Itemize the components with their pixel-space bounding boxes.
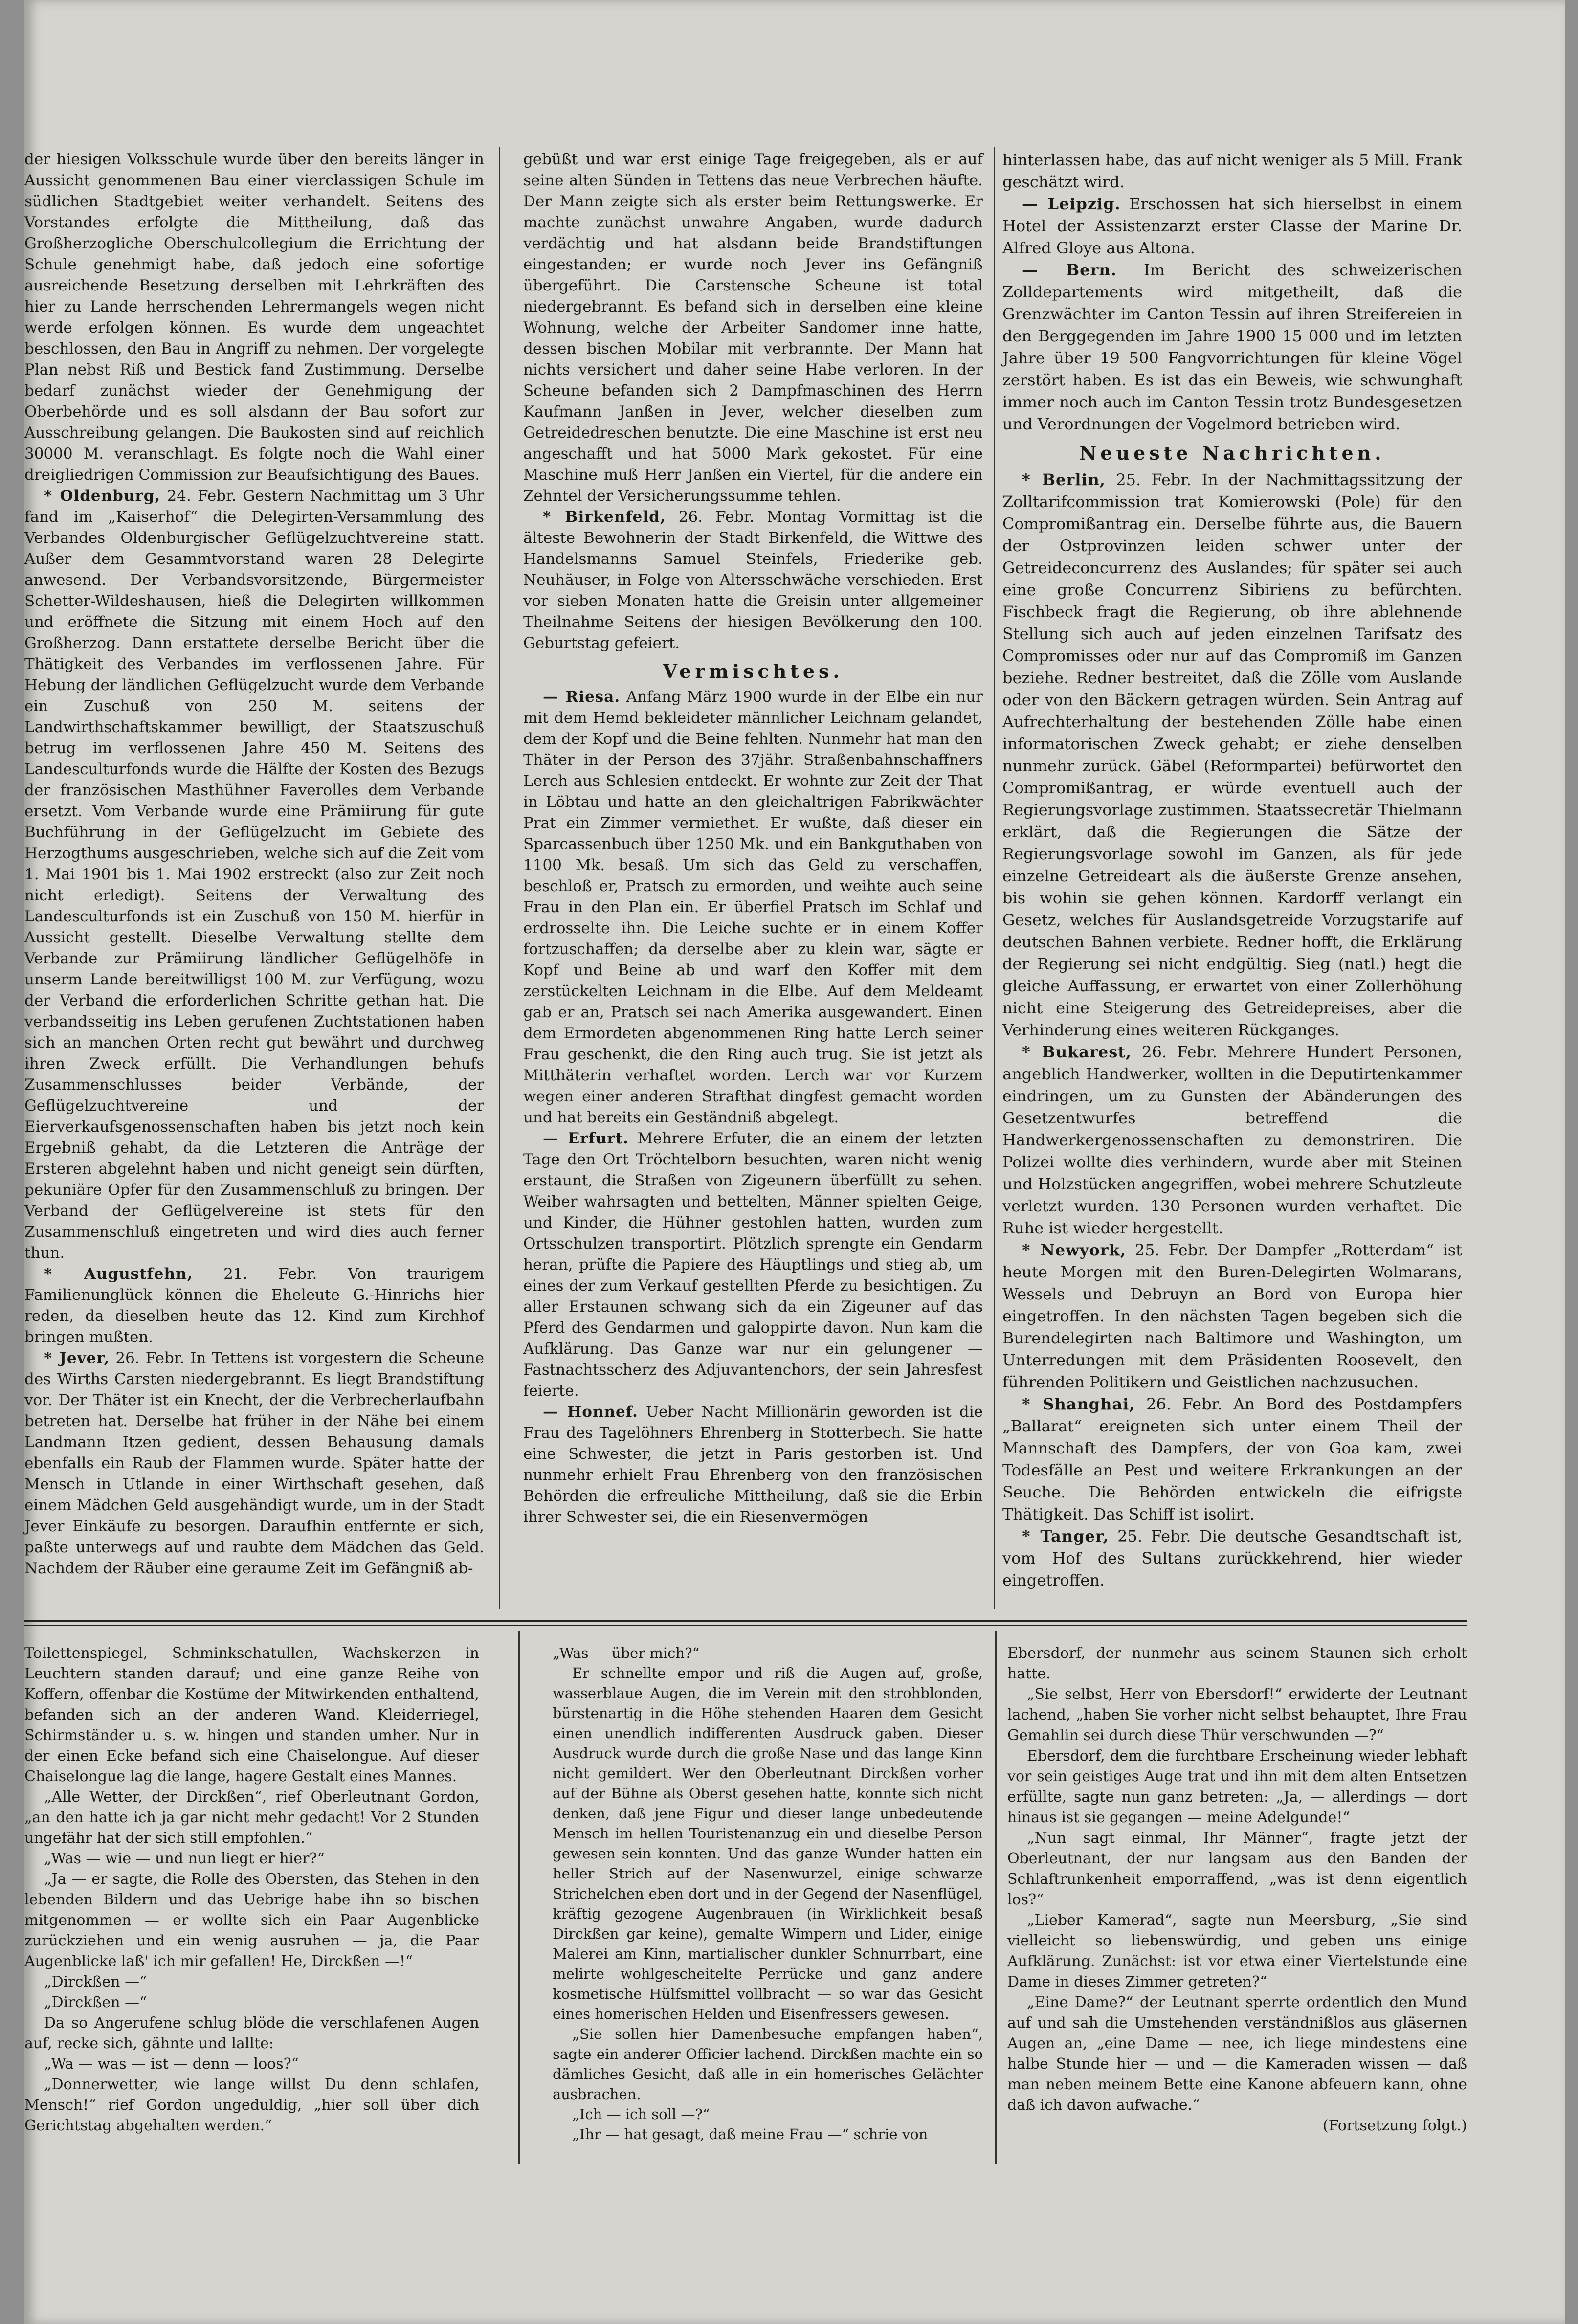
paragraph-text: „Ihr — hat gesagt, daß meine Frau —“ schrie von <box>572 2126 928 2143</box>
column-rule <box>995 1631 997 2164</box>
dateline: — Bern. <box>1022 261 1117 279</box>
article-paragraph <box>1007 1684 1467 1746</box>
dateline: * Bukarest, <box>1022 1043 1132 1061</box>
paragraph-text: „Eine Dame?“ der Leutnant sperrte ordentlich den Mund auf und sah die Umstehenden verständnißlos aus gläsernen Augen an, „eine Dame — nee, ich liege mindestens eine halbe Stunde hier — und — die Kameraden wissen — daß man neben meinem Bette eine Kanone abfeuern kann, ohne daß ich davon aufwache.“ <box>1007 1994 1467 2114</box>
article-paragraph <box>1002 1041 1462 1239</box>
paragraph-text: „Ja — er sagte, die Rolle des Obersten, das Stehen in den lebenden Bildern und das Uebrige habe ihn so bischen mitgenommen — er wollte sich ein Paar Augenblicke zurückziehen und ein wenig ausruhen — ja, die Paar Augenblicke laß' ich mir gefallen! He, Dirckßen —!“ <box>24 1871 479 1970</box>
article-paragraph <box>1007 1910 1467 1992</box>
dateline: — Erfurt. <box>543 1130 629 1147</box>
article-paragraph <box>24 1643 479 1787</box>
paragraph-text: Toilettenspiegel, Schminkschatullen, Wachskerzen in Leuchtern standen darauf; und eine ganze Reihe von Koffern, offenbar die Kostüme der Mitwirkenden enthaltend, befanden sich an der anderen Wand. Kleiderriegel, Schirmständer u. s. w. hingen und standen umher. Nur in der einen Ecke befand sich eine Chaiselongue. Auf dieser Chaiselongue lag die lange, hagere Gestalt eines Mannes. <box>24 1645 479 1785</box>
article-paragraph <box>523 507 983 654</box>
dateline: * Jever, <box>44 1349 110 1367</box>
article-paragraph <box>24 2013 479 2054</box>
feuilleton-column-1 <box>24 1643 479 2136</box>
paragraph-text: Im Bericht des schweizerischen Zolldepartements wird mitgetheilt, daß die Grenzwächter im Canton Tessin auf ihren Streifereien in den Berggegenden im Jahre 1900 15 000 und im letzten Jahre über 19 500 Fangvorrichtungen für kleine Vögel zerstört haben. Es ist das ein Beweis, wie schwunghaft immer noch auch im Canton Tessin trotz Bundesgesetzen und Verordnungen der Vogelmord betrieben wird. <box>1002 261 1463 433</box>
article-paragraph <box>1002 469 1462 1041</box>
continuation-note: (Fortsetzung folgt.) <box>1323 2117 1467 2134</box>
article-paragraph <box>24 1849 479 1869</box>
paragraph-text: Da so Angerufene schlug blöde die verschlafenen Augen auf, recke sich, gähnte und lallte: <box>24 2014 479 2052</box>
article-paragraph <box>1007 1992 1467 2116</box>
article-paragraph <box>1007 1643 1467 1684</box>
paragraph-text: 25. Febr. Die deutsche Gesandtschaft ist, vom Hof des Sultans zurückkehrend, hier wieder eingetroffen. <box>1002 1527 1463 1589</box>
paragraph-text: Anfang März 1900 wurde in der Elbe ein nur mit dem Hemd bekleideter männlicher Leichnam gelandet, dem der Kopf und die Beine fehlten. Nunmehr hat man den Thäter in der Person des 37jähr. Straßenbahnschaffners Lerch aus Schlesien entdeckt. Er wohnte zur Zeit der That in Löbtau und hatte an den gleichaltrigen Fabrikwächter Prat ein Zimmer vermiethet. Er wußte, daß dieser ein Sparcassenbuch über 1250 Mk. und ein Bankguthaben von 1100 Mk. besaß. Um sich das Geld zu verschaffen, beschloß er, Pratsch zu ermorden, und weihte auch seine Frau in den Plan ein. Er überfiel Pratsch im Schlaf und erdrosselte ihn. Die Leiche suchte er in einem Koffer fortzuschaffen; da derselbe aber zu klein war, sägte er Kopf und Beine ab und warf den Koffer mit dem zerstückelten Leichnam in die Elbe. Auf dem Meldeamt gab er an, Pratsch sei nach Amerika ausgewandert. Einen dem Ermordeten abgenommenen Ring hatte Lerch seiner Frau geschenkt, die den Ring auch trug. Sie ist jetzt als Mitthäterin verhaftet worden. Lerch war vor Kurzem wegen einer anderen Strafthat dingfest gemacht worden und hat bereits ein Geständniß abgelegt. <box>523 688 983 1126</box>
paragraph-text: hinterlassen habe, das auf nicht weniger als 5 Mill. Frank geschätzt wird. <box>1002 151 1462 191</box>
paragraph-text: „Dirckßen —“ <box>44 1994 147 2011</box>
paragraph-text: 25. Febr. In der Nachmittagssitzung der Zolltarifcommission trat Komierowski (Pole) für den Compromißantrag ein. Derselbe führte aus, die Bauern der Ostprovinzen leiden schwer unter der Getreideconcurrenz des Auslandes; für später sei auch eine große Concurrenz Sibiriens zu befürchten. Fischbeck fragt die Regierung, ob ihre ablehnende Stellung sich auch auf jeden einzelnen Tarifsatz des Compromisses oder nur auf das Compromiß im Ganzen beziehe. Redner bestreitet, daß die Zölle vom Auslande oder von den Bäckern getragen würden. Sein Antrag auf Aufrechterhaltung der bestehenden Zölle habe einen informatorischen Zweck gehabt; er ziehe denselben nunmehr zurück. Gäbel (Reformpartei) befürwortet den Compromißantrag, er würde eventuell auch der Regierungsvorlage zustimmen. Staatssecretär Thielmann erklärt, daß die Regierungen die Sätze der Regierungsvorlage sowohl im Ganzen, als für jede einzelne Getreideart als die äußerste Grenze ansehen, bis wohin sie gehen können. Kardorff verlangt ein Gesetz, welches für Auslandsgetreide Vorzugstarife auf deutschen Bahnen verbiete. Redner hofft, die Erklärung der Regierung sei nicht endgültig. Sieg (natl.) hegt die gleiche Auffassung, er erwartet von einer Zollerhöhung nicht eine Steigerung des Getreidepreises, aber die Verhinderung eines weiteren Rückganges. <box>1002 470 1463 1039</box>
article-paragraph <box>1002 193 1462 259</box>
dateline: * Shanghai, <box>1022 1395 1135 1413</box>
article-paragraph <box>1002 259 1462 435</box>
article-paragraph <box>523 149 983 507</box>
dateline: — Leipzig. <box>1022 195 1121 213</box>
paragraph-text: 26. Febr. In Tettens ist vorgestern die Scheune des Wirths Carsten niedergebrannt. Es liegt Brandstiftung vor. Der Thäter ist ein Knecht, der die Verbrecherlaufbahn betreten hat. Derselbe hat früher in der Nähe bei einem Landmann Itzen gedient, dessen Behausung damals ebenfalls ein Raub der Flammen wurde. Später hatte der Mensch in Utlande in einer Wirthschaft gesehen, daß einem Mädchen Geld ausgehändigt wurde, um in der Stadt Jever Einkäufe zu besorgen. Daraufhin entfernte er sich, paßte unterwegs auf und raubte dem Mädchen das Geld. Nachdem der Räuber eine geraume Zeit im Gefängniß ab- <box>24 1349 484 1577</box>
paragraph-text: 26. Febr. Montag Vormittag ist die älteste Bewohnerin der Stadt Birkenfeld, die Wittwe des Handelsmanns Samuel Steinfels, Friederike geb. Neuhäuser, in Folge von Altersschwäche verschieden. Erst vor sieben Monaten hatte die Greisin unter allgemeiner Theilnahme Seitens der hiesigen Bevölkerung den 100. Geburtstag gefeiert. <box>523 508 983 652</box>
article-paragraph <box>24 1992 479 2013</box>
column-rule <box>518 1631 520 2164</box>
feuilleton-divider <box>24 1620 1467 1622</box>
article-paragraph <box>24 1869 479 1972</box>
dateline: * Berlin, <box>1022 470 1106 489</box>
dateline: * Tanger, <box>1022 1527 1109 1545</box>
paragraph-text: „Was — wie — und nun liegt er hier?“ <box>44 1850 325 1867</box>
article-paragraph <box>24 2075 479 2136</box>
dateline: * Birkenfeld, <box>543 508 666 526</box>
paragraph-text: 24. Febr. Gestern Nachmittag um 3 Uhr fand im „Kaiserhof“ die Delegirten-Versammlung des Verbandes Oldenburgischer Geflügelzuchtvereine statt. Außer dem Gesammtvorstand waren 28 Delegirte anwesend. Der Verbandsvorsitzende, Bürgermeister Schetter-Wildeshausen, hieß die Delegirten willkommen und eröffnete die Sitzung mit einem Hoch auf den Großherzog. Dann erstattete derselbe Bericht über die Thätigkeit des Verbandes im verflossenen Jahre. Für Hebung der ländlichen Geflügelzucht wurde dem Verbande ein Zuschuß von 250 M. seitens der Landwirthschaftskammer bewilligt, der Staatszuschuß betrug im verflossenen Jahre 450 M. Seitens des Landesculturfonds wurde die Hälfte der Kosten des Bezugs der französischen Masthühner Faverolles dem Verbande ersetzt. Vom Verbande wurde eine Prämiirung für gute Buchführung in der Geflügelzucht im Gebiete des Herzogthums ausgeschrieben, welche sich auf die Zeit vom 1. Mai 1901 bis 1. Mai 1902 erstreckt (also zur Zeit noch nicht erledigt). Seitens der Verwaltung des Landesculturfonds ist ein Zuschuß von 150 M. hierfür in Aussicht gestellt. Dieselbe Verwaltung stellte dem Verbande zur Prämiirung ländlicher Geflügelhöfe in unserm Lande bereitwilligst 100 M. zur Verfügung, wozu der Verband die erforderlichen Schritte gethan hat. Die verbandsseitig ins Leben gerufenen Zuchtstationen haben sich an manchen Orten recht gut bewährt und durchweg ihren Zweck erfüllt. Die Verhandlungen behufs Zusammenschlusses beider Verbände, der Geflügelzuchtvereine und der Eierverkaufsgenossenschaften haben bis jetzt noch kein Ergebniß gehabt, da die Letzteren die Anträge der Ersteren abgelehnt haben und nicht geneigt sein dürften, pekuniäre Opfer für den Zusammenschluß zu bringen. Der Verband der Geflügelvereine ist stets für den Zusammenschluß eingetreten und wird dies auch ferner thun. <box>24 487 484 1262</box>
article-paragraph <box>1007 1746 1467 1828</box>
paragraph-text: 25. Febr. Der Dampfer „Rotterdam“ ist heute Morgen mit den Buren-Delegirten Wolmarans, Wessels und Debruyn an Bord von Europa hier eingetroffen. In den nächsten Tagen begeben sich die Burendelegirten nach Baltimore und Washington, um Unterredungen mit dem Präsidenten Roosevelt, den führenden Politikern und Geistlichen nachzusuchen. <box>1002 1241 1463 1391</box>
paragraph-text: „Dirckßen —“ <box>44 1973 147 1990</box>
column-rule <box>994 147 995 1609</box>
paragraph-text: „Lieber Kamerad“, sagte nun Meersburg, „Sie sind vielleicht so liebenswürdig, und geben uns einige Aufklärung. Zunächst: ist vor etwa einer Viertelstunde eine Dame in dieses Zimmer getreten?“ <box>1007 1912 1467 1990</box>
news-column-2 <box>523 149 983 1528</box>
article-paragraph <box>523 1128 983 1402</box>
dateline: * Augustfehn, <box>44 1265 193 1283</box>
paragraph-text: Mehrere Erfuter, die an einem der letzten Tage den Ort Tröchtelborn besuchten, waren nicht wenig erstaunt, die Straßen von Zigeunern überfüllt zu sehen. Weiber wahrsagten und bettelten, Männer spielten Geige, und Kinder, die Hühner gestohlen hatten, wurden zum Ortsschulzen transportirt. Plötzlich sprengte ein Gendarm heran, prüfte die Papiere des Häuptlings und stieg ab, um eines der zum Verkauf gestellten Pferde zu besichtigen. Zu aller Erstaunen schwang sich da ein Zigeuner auf das Pferd des Gendarmen und galoppirte davon. Nun kam die Aufklärung. Das Ganze war nur ein gelungener — Fastnachtsscherz des Adjuvantenchors, der sein Jahresfest feierte. <box>523 1130 983 1400</box>
article-paragraph <box>24 486 484 1264</box>
paragraph-text: der hiesigen Volksschule wurde über den bereits länger in Aussicht genommenen Bau einer vierclassigen Schule im südlichen Stadtgebiet weiter verhandelt. Seitens des Vorstandes erfolgte die Mittheilung, daß das Großherzogliche Oberschulcollegium die Errichtung der Schule genehmigt habe, daß jedoch eine sofortige ausreichende Besetzung derselben mit Lehrkräften des hier zu Lande herrschenden Lehrermangels wegen nicht werde erfolgen können. Es wurde dem ungeachtet beschlossen, den Bau in Angriff zu nehmen. Der vorgelegte Plan nebst Riß und Bestick fand Zustimmung. Derselbe bedarf zunächst wieder der Genehmigung der Oberbehörde und es soll alsdann der Bau sofort zur Ausschreibung gelangen. Die Baukosten sind auf reichlich 30000 M. veranschlagt. Es folgte noch die Wahl einer dreigliedrigen Commission zur Beaufsichtigung des Baues. <box>24 151 484 484</box>
article-paragraph <box>24 1787 479 1849</box>
paragraph-text: Er schnellte empor und riß die Augen auf, große, wasserblaue Augen, die im Verein mit den strohblonden, bürstenartig in die Höhe stehenden Haaren dem Gesicht einen unendlich indifferenten Ausdruck gaben. Dieser Ausdruck wurde durch die große Nase und das lange Kinn nicht gemildert. Wer den Oberleutnant Dirckßen vorher auf der Bühne als Oberst gesehen hatte, konnte sich nicht denken, daß jene Figur und dieser lange unbedeutende Mensch im hellen Touristenanzug ein und dieselbe Person gewesen sein konnten. Und das ganze Wunder hatten ein heller Strich auf der Nasenwurzel, einige schwarze Strichelchen eben dort und in der Gegend der Nasenflügel, kräftig gezogene Augenbrauen (in Wirklichkeit besaß Dirckßen gar keine), gemalte Wimpern und Lider, einige Malerei am Kinn, martialischer dunkler Schnurrbart, eine melirte wohlgescheitelte Perrücke und ganz andere kosmetische Hülfsmittel vollbracht — so war das Gesicht eines homerischen Helden und Eisenfressers gewesen. <box>553 1665 983 2022</box>
article-paragraph <box>553 1663 983 2024</box>
section-heading: Neueste Nachrichten. <box>1079 442 1385 464</box>
paragraph-text: „Was — über mich?“ <box>553 1645 700 1661</box>
article-paragraph <box>1002 1393 1462 1525</box>
article-paragraph <box>523 1402 983 1528</box>
paragraph-text: Erschossen hat sich hierselbst in einem Hotel der Assistenzarzt erster Classe der Marine Dr. Alfred Gloye aus Altona. <box>1002 195 1463 257</box>
article-paragraph <box>24 1264 484 1348</box>
paragraph-text: „Donnerwetter, wie lange willst Du denn schlafen, Mensch!“ rief Gordon ungeduldig, „hier soll über dich Gerichtstag abgehalten werden.“ <box>24 2076 479 2134</box>
article-paragraph <box>523 687 983 1128</box>
article-paragraph <box>553 2024 983 2104</box>
feuilleton-column-2 <box>553 1643 983 2145</box>
feuilleton-divider <box>24 1625 1467 1626</box>
newspaper-page <box>24 0 1565 2324</box>
column-rule <box>499 147 500 1609</box>
paragraph-text: gebüßt und war erst einige Tage freigegeben, als er auf seine alten Sünden in Tettens das neue Verbrechen häufte. Der Mann zeigte sich als erster beim Rettungswerke. Er machte zunächst unwahre Angaben, wurde dadurch verdächtig und hat alsdann beide Brandstiftungen eingestanden; er wurde noch Jever ins Gefängniß übergeführt. Die Carstensche Scheune ist total niedergebrannt. Es befand sich in derselben eine kleine Wohnung, welche der Arbeiter Sandomer inne hatte, dessen bischen Mobilar mit verbrannte. Der Mann hat nichts versichert und daher seine Habe verloren. In der Scheune befanden sich 2 Dampfmaschinen des Herrn Kaufmann Janßen in Jever, welcher dieselben zum Getreidedreschen benutzte. Die eine Maschine ist erst neu angeschafft und hat 5000 Mark gekostet. Für eine Maschine muß Herr Janßen ein Viertel, für die andere ein Zehntel der Versicherungssumme tehlen. <box>523 151 983 505</box>
paragraph-text: „Sie selbst, Herr von Ebersdorf!“ erwiderte der Leutnant lachend, „haben Sie vorher nicht selbst behauptet, Ihre Frau Gemahlin sei durch diese Thür verschwunden —?“ <box>1007 1686 1467 1744</box>
dateline: — Riesa. <box>543 688 621 706</box>
article-paragraph <box>1002 1239 1462 1393</box>
article-paragraph <box>553 1643 983 1663</box>
paragraph-text: „Alle Wetter, der Dirckßen“, rief Oberleutnant Gordon, „an den hatte ich ja gar nicht mehr gedacht! Vor 2 Stunden ungefähr hat der sich still empfohlen.“ <box>24 1788 479 1847</box>
news-column-1 <box>24 149 484 1579</box>
dateline: — Honnef. <box>543 1403 638 1421</box>
paragraph-text: „Sie sollen hier Damenbesuche empfangen haben“, sagte ein anderer Officier lachend. Dirckßen machte ein so dämliches Gesicht, daß alle in ein homerisches Gelächter ausbrachen. <box>553 2026 983 2102</box>
paragraph-text: Ebersdorf, dem die furchtbare Erscheinung wieder lebhaft vor sein geistiges Auge trat und ihn mit dem alten Entsetzen erfüllte, sagte nun ganz betreten: „Ja, — allerdings — dort hinaus ist sie gegangen — meine Adelgunde!“ <box>1007 1747 1467 1826</box>
article-paragraph <box>1007 1828 1467 1910</box>
section-heading: Vermischtes. <box>663 660 844 682</box>
feuilleton-column-3 <box>1007 1643 1467 2136</box>
article-paragraph <box>553 2104 983 2124</box>
dateline: * Newyork, <box>1022 1241 1126 1259</box>
paragraph-text: „Nun sagt einmal, Ihr Männer“, fragte jetzt der Oberleutnant, der nur langsam aus den Banden der Schlaftrunkenheit emporraffend, „was ist denn eigentlich los?“ <box>1007 1830 1467 1908</box>
article-paragraph <box>24 1348 484 1579</box>
article-paragraph <box>1002 1525 1462 1591</box>
news-column-3 <box>1002 149 1462 1591</box>
paragraph-text: „Wa — was — ist — denn — loos?“ <box>44 2056 299 2073</box>
paragraph-text: 21. Febr. Von traurigem Familienunglück können die Eheleute G.-Hinrichs hier reden, da dieselben heute das 12. Kind zum Kirchhof bringen mußten. <box>24 1265 485 1346</box>
paragraph-text: 26. Febr. Mehrere Hundert Personen, angeblich Handwerker, wollten in die Deputirtenkammer eindringen, um zu Gunsten der Abänderungen des Gesetzentwurfes betreffend die Handwerkergenossenschaften zu demonstriren. Die Polizei wollte dies verhindern, wurde aber mit Steinen und Holzstücken angegriffen, wobei mehrere Schutzleute verletzt wurden. 130 Personen wurden verhaftet. Die Ruhe ist wieder hergestellt. <box>1002 1043 1462 1237</box>
paragraph-text: 26. Febr. An Bord des Postdampfers „Ballarat“ ereigneten sich unter einem Theil der Mannschaft des Dampfers, der von Goa kam, zwei Todesfälle an Pest und weitere Erkrankungen an der Seuche. Die Behörden entwickeln die eifrigste Thätigkeit. Das Schiff ist isolirt. <box>1002 1395 1463 1523</box>
article-paragraph <box>24 1972 479 1992</box>
dateline: * Oldenburg, <box>44 487 161 505</box>
article-paragraph <box>24 149 484 486</box>
article-paragraph <box>24 2054 479 2075</box>
paragraph-text: Ueber Nacht Millionärin geworden ist die Frau des Tagelöhners Ehrenberg in Stotterbech. Sie hatte eine Schwester, die jetzt in Paris gestorben ist. Und nunmehr erhielt Frau Ehrenberg von den französischen Behörden die erfreuliche Mittheilung, daß sie die Erbin ihrer Schwester sei, die ein Riesenvermögen <box>523 1403 983 1526</box>
paragraph-text: „Ich — ich soll —?“ <box>572 2106 710 2123</box>
paragraph-text: Ebersdorf, der nunmehr aus seinem Staunen sich erholt hatte. <box>1007 1645 1467 1682</box>
article-paragraph <box>1002 149 1462 193</box>
article-paragraph <box>553 2124 983 2145</box>
